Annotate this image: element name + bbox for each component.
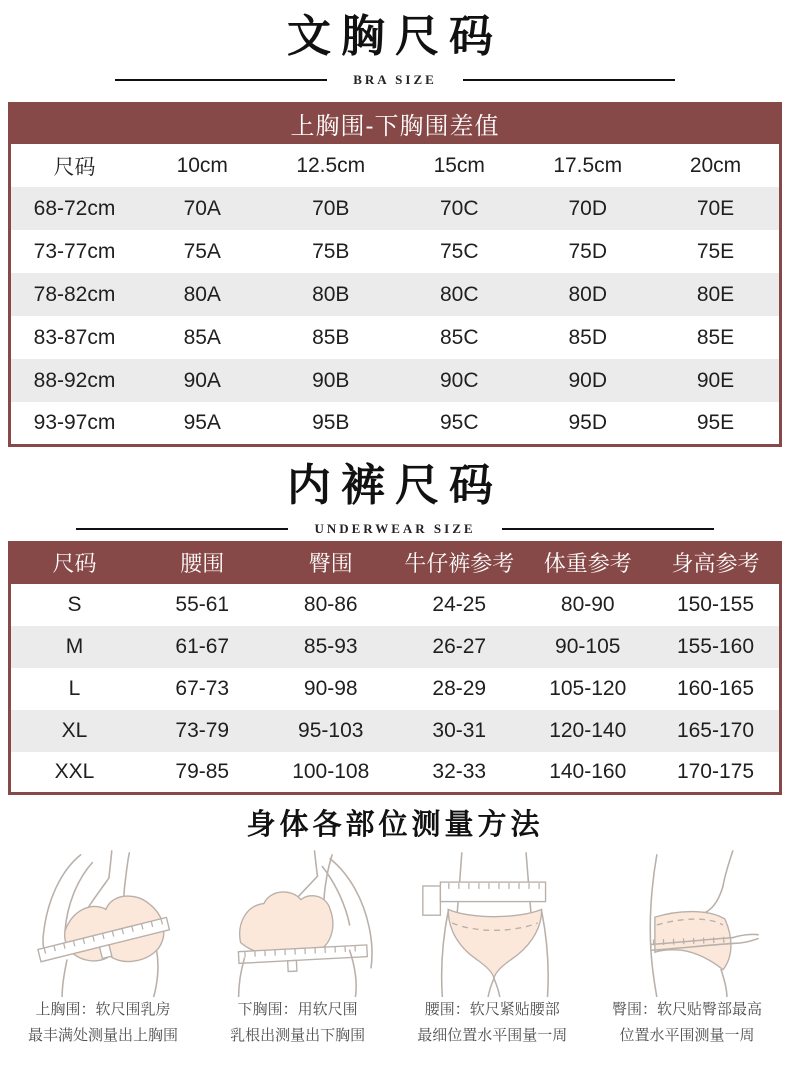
underwear-section-title: 内裤尺码 [287,460,503,510]
bra-table-cell: 85C [439,325,479,349]
bra-table-cell: 73-77cm [33,239,116,263]
bra-column-header: 15cm [395,144,524,187]
bra-table-header-row [10,144,781,187]
bra-column-header: 尺码 [10,144,139,187]
underwear-table-cell: 80-90 [560,592,615,616]
underwear-table-cell: XL [10,710,139,752]
bra-table-cell: 95A [183,410,221,434]
bra-table-cell: 80E [652,273,781,316]
measurement-section-title: 身体各部位测量方法 [246,809,544,841]
bra-table-cell: 78-82cm [10,273,139,316]
underwear-table-cell: 73-79 [138,710,267,752]
bra-column-header: 20cm [652,144,781,187]
underwear-table-cell: XXL [54,759,95,783]
waist-caption-line1: 腰围：软尺紧贴腰部 [424,1001,560,1018]
underwear-table-cell: 30-31 [395,710,524,752]
bra-table-cell: 68-72cm [10,187,139,230]
waist-figure [395,849,589,1049]
bra-table-row [10,359,781,402]
underwear-table-cell: 120-140 [524,710,653,752]
bra-column-header: 10cm [138,144,267,187]
underwear-table-cell: 160-165 [676,676,755,700]
hip-caption-line1: 臀围：软尺贴臀部最高 [611,1001,762,1018]
bra-table-cell: 90E [652,359,781,402]
underwear-table-cell: 95-103 [267,710,396,752]
waist-caption-line2: 最细位置水平围量一周 [417,1027,568,1044]
underwear-table-cell: 24-25 [432,592,487,616]
bra-section-header [0,8,790,92]
bra-table-cell: 80B [267,273,396,316]
underwear-table-cell: 79-85 [175,759,230,783]
underwear-section-header [0,457,790,541]
underwear-table-row [10,626,781,668]
bra-table-cell: 80D [524,273,653,316]
underwear-table-row [10,668,781,710]
under-bust-figure [201,849,395,1049]
hip-measure-illustration [592,849,782,997]
bra-table-cell: 90A [138,359,267,402]
upper-bust-caption-line1: 上胸围：软尺围乳房 [35,1001,171,1018]
bra-section-title: 文胸尺码 [287,12,503,61]
bra-table-cell: 90D [524,359,653,402]
bra-table-row [10,402,781,445]
bra-table-cell: 85E [696,325,735,349]
bra-section-subtitle-row [0,68,790,92]
bra-table-cell: 75B [312,239,350,263]
upper-bust-figure [6,849,200,1049]
bra-table-cell: 90B [267,359,396,402]
bra-size-table [8,144,782,447]
bra-section-subtitle: BRA SIZE [353,72,437,87]
left-divider-line [76,528,288,530]
bra-table-cell: 70C [395,187,524,230]
bra-table-row [10,316,781,359]
bra-column-header: 12.5cm [267,144,396,187]
underwear-table-cell: 105-120 [549,676,627,700]
bra-table-cell: 95D [568,410,608,434]
bra-table-row [10,187,781,230]
underwear-size-table [8,541,782,796]
bra-table-cell: 93-97cm [33,410,116,434]
underwear-table-cell: 165-170 [652,710,781,752]
bra-table-cell: 70B [267,187,396,230]
underwear-table-row [10,710,781,752]
underwear-section-subtitle: UNDERWEAR SIZE [314,520,476,536]
under-bust-caption-line1: 下胸围：用软尺围 [237,1001,358,1018]
hip-figure [590,849,784,1049]
bra-table-cell: 75E [696,239,735,263]
right-divider-line [463,79,675,81]
underwear-table-row [10,584,781,626]
underwear-table-cell: 150-155 [676,592,755,616]
upper-bust-measure-illustration [8,849,198,997]
left-divider-line [115,79,327,81]
underwear-table-cell: 67-73 [175,676,230,700]
upper-bust-caption-line2: 最丰满处测量出上胸围 [27,1027,178,1044]
underwear-table-cell: 61-67 [138,626,267,668]
bra-table-cell: 80C [395,273,524,316]
waist-measure-illustration [397,849,587,997]
underwear-table-cell: M [10,626,139,668]
underwear-column-header: 体重参考 [524,541,653,584]
underwear-table-cell: 100-108 [292,759,370,783]
bra-table-row [10,230,781,273]
bra-table-cell: 95C [439,410,479,434]
bra-table-row [10,273,781,316]
underwear-section-subtitle-row [0,517,790,541]
bra-table-cell: 75C [439,239,479,263]
bra-table-cell: 95E [696,410,735,434]
underwear-table-header-row [10,541,781,584]
underwear-column-header: 臀围 [267,541,396,584]
underwear-table-cell: 90-105 [524,626,653,668]
underwear-table-cell: S [67,592,82,616]
under-bust-measure-illustration [203,849,393,997]
bra-table-cell: 95B [312,410,350,434]
bra-table-cell: 70E [652,187,781,230]
hip-caption-line2: 位置水平围测量一周 [619,1027,755,1044]
underwear-column-header: 牛仔裤参考 [395,541,524,584]
underwear-table-cell: 32-33 [432,759,487,783]
bra-table-cell: 85A [183,325,221,349]
underwear-table-cell: 90-98 [303,676,358,700]
bra-table-cell: 85D [568,325,608,349]
underwear-table-cell: 140-160 [549,759,627,783]
bra-table-cell: 83-87cm [33,325,116,349]
right-divider-line [502,528,714,530]
underwear-column-header: 身高参考 [652,541,781,584]
underwear-table-cell: 28-29 [432,676,487,700]
bra-table-band-title: 上胸围-下胸围差值 [8,102,782,144]
underwear-table-cell: 55-61 [175,592,230,616]
bra-table-cell: 75D [568,239,608,263]
bra-column-header: 17.5cm [524,144,653,187]
underwear-table-cell: 80-86 [303,592,358,616]
measurement-figures-row [0,849,790,1049]
underwear-table-cell: 170-175 [676,759,755,783]
bra-table-cell: 80A [138,273,267,316]
bra-table-cell: 75A [183,239,221,263]
bra-table-cell: 88-92cm [10,359,139,402]
bra-table-cell: 90C [395,359,524,402]
bra-table-cell: 70D [524,187,653,230]
underwear-table-cell: 26-27 [395,626,524,668]
underwear-column-header: 腰围 [138,541,267,584]
bra-table-cell: 85B [312,325,350,349]
underwear-column-header: 尺码 [10,541,139,584]
underwear-table-cell: L [68,676,81,700]
underwear-table-cell: 85-93 [267,626,396,668]
bra-table-cell: 70A [138,187,267,230]
under-bust-caption-line2: 乳根出测量出下胸围 [230,1027,366,1044]
underwear-table-cell: 155-160 [652,626,781,668]
underwear-table-row [10,752,781,794]
